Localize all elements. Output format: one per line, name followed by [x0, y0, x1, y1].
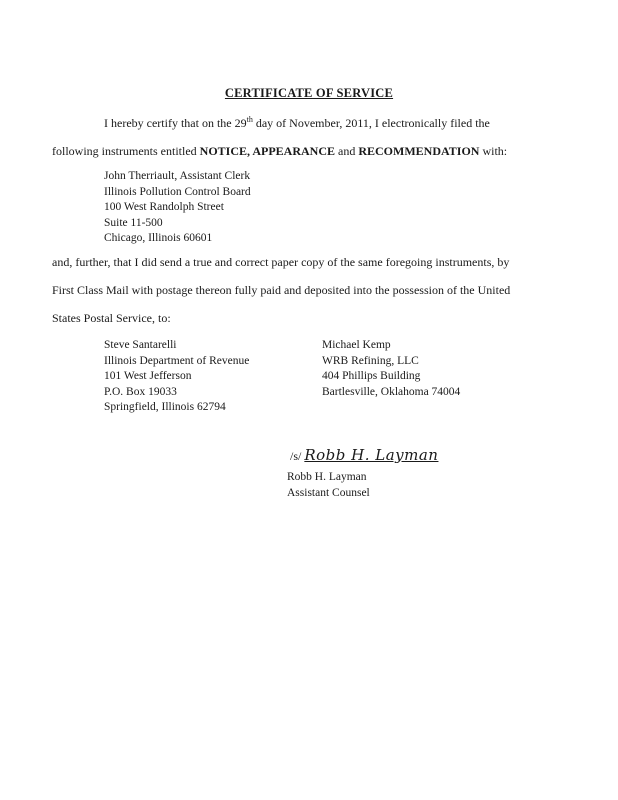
service-paragraph-line-3: States Postal Service, to: — [52, 311, 171, 325]
address-line: WRB Refining, LLC — [322, 354, 419, 367]
instruments-text-a: following instruments entitled — [52, 144, 200, 158]
service-paragraph-line-1: and, further, that I did send a true and correct paper copy of the same foregoing instruments, by — [52, 255, 510, 269]
ordinal-suffix: th — [246, 115, 253, 124]
recipient-address-block — [104, 169, 251, 247]
recipient-line: 100 West Randolph Street — [104, 201, 224, 213]
instruments-text-c: with: — [479, 144, 508, 158]
certification-text-b: day of November, 2011, I electronically filed the — [252, 116, 490, 130]
signature-line — [290, 446, 438, 464]
address-line: Michael Kemp — [322, 339, 391, 351]
address-line: Steve Santarelli — [104, 339, 177, 351]
instruments-text-b: and — [335, 144, 359, 158]
address-line: Bartlesville, Oklahoma 74004 — [322, 385, 461, 398]
address-line: P.O. Box 19033 — [104, 385, 177, 398]
address-line: 404 Phillips Building — [322, 370, 421, 382]
service-address-right — [322, 338, 460, 400]
signature-prefix: /s/ — [290, 449, 302, 463]
handwritten-signature: Robb H. Layman — [304, 446, 439, 464]
service-address-left — [104, 338, 249, 416]
certification-text-a: I hereby certify that on the 29 — [104, 116, 247, 130]
certification-line-2 — [52, 144, 507, 159]
recipient-line: John Therriault, Assistant Clerk — [104, 170, 251, 182]
signer-block — [287, 470, 370, 501]
instrument-recommendation: RECOMMENDATION — [358, 144, 480, 158]
signer-title: Assistant Counsel — [287, 486, 370, 499]
instrument-notice-appearance: NOTICE, APPEARANCE — [199, 144, 336, 158]
service-paragraph-line-2: First Class Mail with postage thereon fully paid and deposited into the possession of the United — [52, 283, 511, 297]
address-line: Illinois Department of Revenue — [104, 354, 250, 367]
document-title: CERTIFICATE OF SERVICE — [224, 86, 394, 100]
certification-line-1 — [104, 115, 490, 131]
recipient-line: Chicago, Illinois 60601 — [104, 232, 213, 244]
address-line: Springfield, Illinois 62794 — [104, 401, 226, 413]
address-line: 101 West Jefferson — [104, 370, 192, 382]
signer-name: Robb H. Layman — [287, 471, 367, 483]
recipient-line: Suite 11-500 — [104, 216, 163, 229]
recipient-line: Illinois Pollution Control Board — [104, 185, 251, 198]
